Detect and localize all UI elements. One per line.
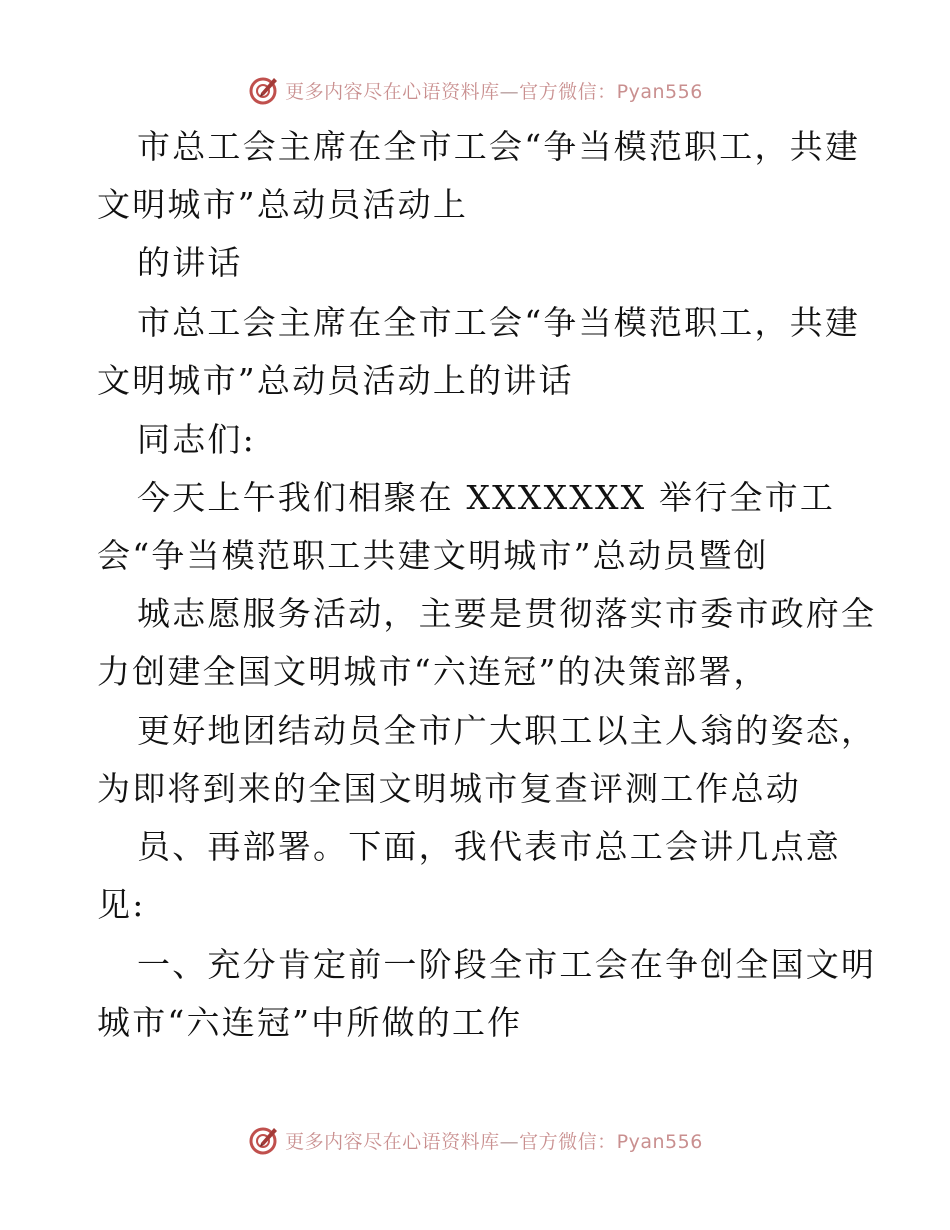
section-heading-line-1: 一、充分肯定前一阶段全市工会在争创全国文明	[137, 945, 877, 984]
paragraph-line: 力创建全国文明城市“六连冠”的决策部署，	[97, 652, 769, 691]
banner-prefix: 更多内容尽在心语资料库	[285, 1130, 500, 1153]
banner-prefix: 更多内容尽在心语资料库	[285, 80, 500, 103]
header-watermark-banner	[0, 70, 950, 110]
paragraph-line: 今天上午我们相聚在 XXXXXXX 举行全市工	[137, 478, 836, 517]
section-heading-line-2: 城市“六连冠”中所做的工作	[97, 1003, 523, 1042]
title-line-2: 文明城市”总动员活动上	[97, 185, 469, 224]
banner-text	[285, 77, 703, 104]
banner-separator: —	[499, 80, 520, 103]
paragraph-line: 员、再部署。下面，我代表市总工会讲几点意	[137, 827, 841, 866]
banner-wechat: 官方微信：Pyan556	[519, 1130, 703, 1153]
paragraph-line: 会“争当模范职工共建文明城市”总动员暨创	[97, 536, 769, 575]
paragraph-line: 为即将到来的全国文明城市复查评测工作总动	[97, 769, 801, 808]
heading-line-1: 市总工会主席在全市工会“争当模范职工，共建	[137, 303, 861, 342]
pen-logo-icon	[247, 74, 279, 106]
salutation: 同志们:	[137, 420, 256, 459]
title-line-3: 的讲话	[137, 243, 243, 282]
banner-wechat: 官方微信：Pyan556	[519, 80, 703, 103]
paragraph-line: 见:	[97, 885, 146, 924]
footer-watermark-banner	[0, 1120, 950, 1160]
banner-text	[285, 1127, 703, 1154]
paragraph-line: 城志愿服务活动，主要是贯彻落实市委市政府全	[137, 594, 877, 633]
title-line-1: 市总工会主席在全市工会“争当模范职工，共建	[137, 127, 861, 166]
pen-logo-icon	[247, 1124, 279, 1156]
heading-line-2: 文明城市”总动员活动上的讲话	[97, 361, 574, 400]
paragraph-line: 更好地团结动员全市广大职工以主人翁的姿态，	[137, 711, 877, 750]
banner-separator: —	[499, 1130, 520, 1153]
